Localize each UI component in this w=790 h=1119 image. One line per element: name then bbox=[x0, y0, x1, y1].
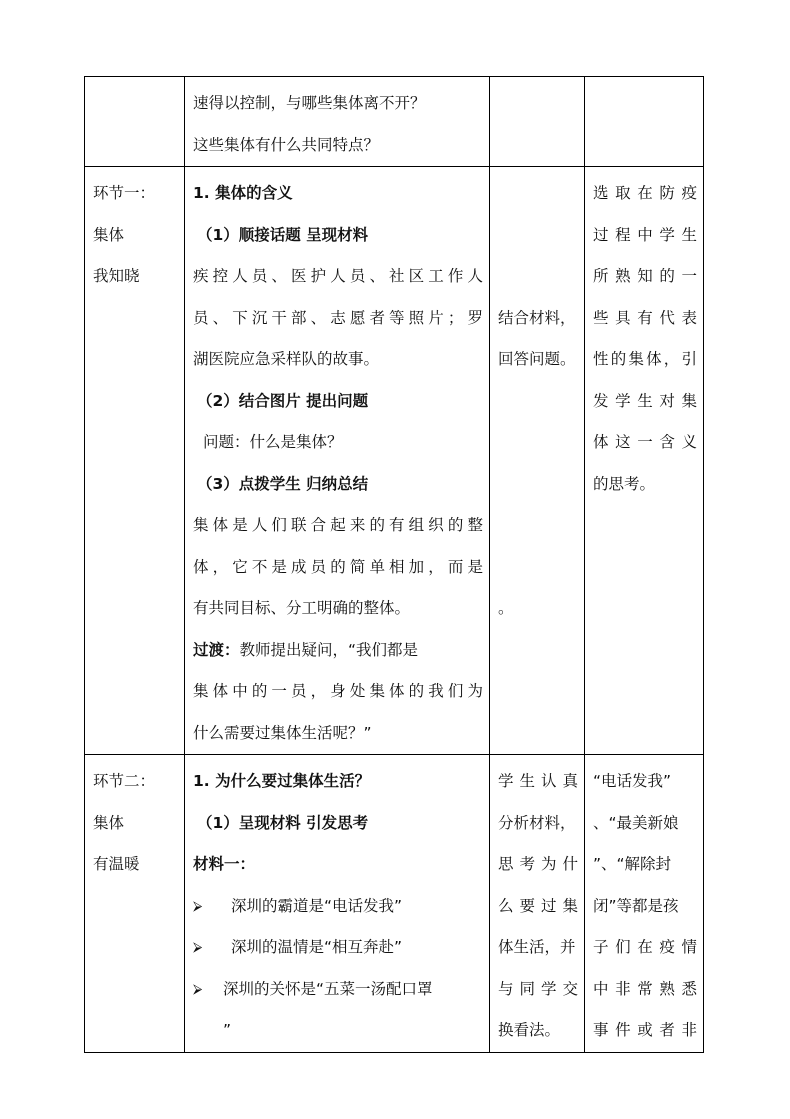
text-line: 选取在防疫 bbox=[593, 184, 697, 202]
design-intent-cell bbox=[585, 755, 704, 1053]
question-text: 问题：什么是集体？ bbox=[203, 433, 343, 451]
list-item-text: ” bbox=[223, 1021, 232, 1039]
table-row bbox=[85, 755, 704, 1053]
student-activity-cell bbox=[490, 77, 585, 167]
lesson-plan-table bbox=[84, 76, 704, 1053]
text-line: 有共同目标、分工明确的整体。 bbox=[193, 599, 411, 617]
list-item-text: 深圳的霸道是“电话发我” bbox=[231, 896, 403, 915]
text-line: 的思考。 bbox=[593, 474, 656, 493]
transition-label: 过渡： bbox=[193, 640, 240, 659]
section-heading: 1. 集体的含义 bbox=[193, 184, 293, 202]
stage-cell bbox=[85, 755, 185, 1053]
list-item-text: 深圳的关怀是“五菜一汤配口罩 bbox=[223, 979, 433, 998]
stage-title: 集体 bbox=[93, 225, 125, 244]
arrow-bullet-icon: ⮚ bbox=[193, 898, 203, 914]
text-line: 子们在疫情 bbox=[593, 938, 697, 956]
text-line: 些具有代表 bbox=[593, 308, 697, 327]
text-line: 什么需要过集体生活呢？” bbox=[193, 723, 372, 742]
text-line: 学生认真 bbox=[498, 772, 578, 790]
text-line: 过程中学生 bbox=[593, 225, 697, 244]
stage-label: 环节二： bbox=[93, 772, 156, 790]
material-label: 材料一： bbox=[193, 855, 256, 873]
text-line: 换看法。 bbox=[498, 1021, 561, 1039]
content-cell bbox=[185, 755, 490, 1053]
text-line: 性的集体，引 bbox=[593, 350, 697, 368]
text-line: “电话发我” bbox=[593, 772, 672, 790]
text-line: 事件或者非 bbox=[593, 1021, 697, 1039]
stage-title: 集体 bbox=[93, 813, 125, 832]
text-line: 么要过集 bbox=[498, 896, 578, 915]
transition-line bbox=[193, 630, 483, 672]
stage-title: 我知晓 bbox=[93, 267, 140, 285]
sub-heading: （2）结合图片 提出问题 bbox=[197, 391, 369, 410]
list-item bbox=[193, 969, 483, 1011]
design-intent-cell bbox=[585, 77, 704, 167]
list-item bbox=[193, 927, 483, 969]
content-cell bbox=[185, 167, 490, 755]
text-line: ”、“解除封 bbox=[593, 855, 672, 873]
text-line: 发学生对集 bbox=[593, 391, 697, 410]
text-line: 思考为什 bbox=[498, 855, 578, 873]
text-line: 湖医院应急采样队的故事。 bbox=[193, 350, 380, 368]
section-heading: 1. 为什么要过集体生活？ bbox=[193, 772, 371, 790]
text-line: 回答问题。 bbox=[498, 350, 576, 368]
design-intent-cell bbox=[585, 167, 704, 755]
transition-text: 教师提出疑问，“我们都是 bbox=[239, 640, 419, 659]
text-line: 分析材料， bbox=[498, 813, 576, 832]
text-line: 与同学交 bbox=[498, 979, 578, 998]
stage-cell bbox=[85, 77, 185, 167]
list-item-text: 深圳的温情是“相互奔赴” bbox=[231, 938, 403, 956]
list-item-continuation bbox=[193, 1010, 483, 1052]
text-line: 集体中的一员，身处集体的我们为 bbox=[193, 682, 483, 700]
content-cell bbox=[185, 77, 490, 167]
text-line: 员、下沉干部、志愿者等照片；罗 bbox=[193, 308, 483, 327]
stage-label: 环节一： bbox=[93, 184, 156, 202]
table-row bbox=[85, 167, 704, 755]
text-line: 。 bbox=[498, 599, 514, 617]
text-line: 疾控人员、医护人员、社区工作人 bbox=[193, 267, 483, 285]
arrow-bullet-icon: ⮚ bbox=[193, 981, 203, 997]
student-activity-cell bbox=[490, 167, 585, 755]
text-line: 体这一含义 bbox=[593, 433, 697, 451]
sub-heading: （1）顺接话题 呈现材料 bbox=[197, 225, 369, 244]
text-line: 中非常熟悉 bbox=[593, 979, 697, 998]
stage-title: 有温暖 bbox=[93, 855, 140, 873]
text-line: 闭”等都是孩 bbox=[593, 896, 679, 915]
list-item bbox=[193, 886, 483, 928]
sub-heading: （3）点拨学生 归纳总结 bbox=[197, 474, 369, 493]
text-line: 所熟知的一 bbox=[593, 267, 697, 285]
table-row bbox=[85, 77, 704, 167]
student-activity-cell bbox=[490, 755, 585, 1053]
text-line: 体生活，并 bbox=[498, 938, 576, 956]
text-line: 结合材料， bbox=[498, 308, 576, 327]
text-line: 体，它不是成员的简单相加，而是 bbox=[193, 557, 483, 576]
text-line: 这些集体有什么共同特点？ bbox=[193, 135, 380, 154]
sub-heading: （1）呈现材料 引发思考 bbox=[197, 813, 369, 832]
text-line: 集体是人们联合起来的有组织的整 bbox=[193, 516, 483, 534]
text-line: 、“最美新娘 bbox=[593, 813, 679, 832]
stage-cell bbox=[85, 167, 185, 755]
arrow-bullet-icon: ⮚ bbox=[193, 940, 203, 955]
text-line: 速得以控制，与哪些集体离不开？ bbox=[193, 94, 426, 112]
